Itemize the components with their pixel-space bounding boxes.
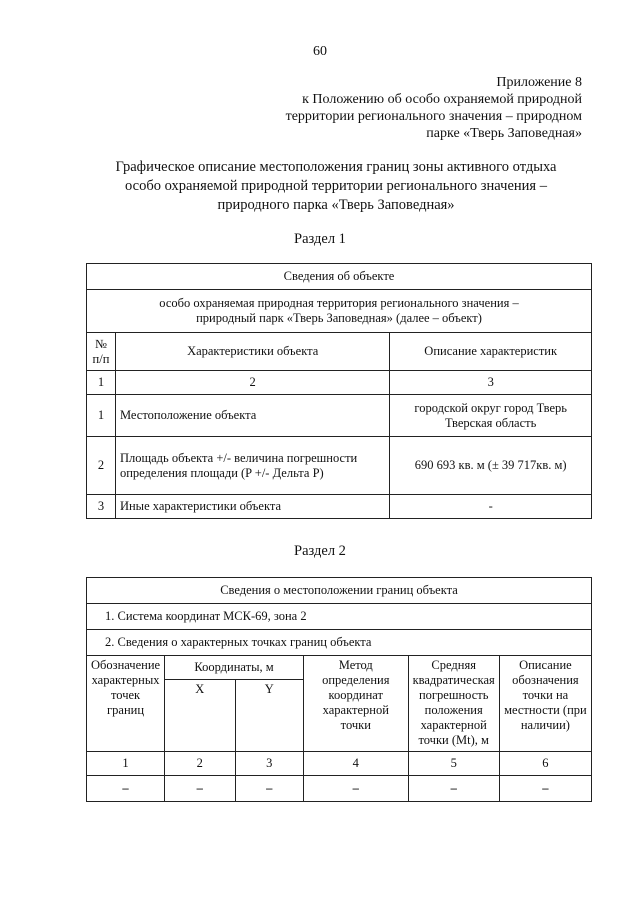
col-header-num: № п/п <box>87 333 116 371</box>
index-cell: 2 <box>165 752 235 776</box>
title-line: природного парка «Тверь Заповедная» <box>217 197 455 213</box>
index-cell: 1 <box>87 752 165 776</box>
data-cell: – <box>303 776 408 802</box>
appendix-line: Приложение 8 <box>496 75 582 90</box>
table-row <box>87 437 592 495</box>
object-name-line: природный парк «Тверь Заповедная» (далее – объект) <box>196 311 482 325</box>
col-header-location: Описание обозначения точки на местности (при наличии) <box>499 656 591 752</box>
table-row <box>87 776 592 802</box>
col-header-error: Средняя квадратическая погрешность положения характерной точки (Mt), м <box>408 656 499 752</box>
index-cell: 5 <box>408 752 499 776</box>
data-cell: – <box>408 776 499 802</box>
boundary-info-table <box>86 577 592 802</box>
col-header-description: Описание характеристик <box>390 333 592 371</box>
row-description: 690 693 кв. м (± 39 717кв. м) <box>390 437 592 495</box>
data-cell: – <box>235 776 303 802</box>
title-line: Графическое описание местоположения границ зоны активного отдыха <box>115 159 557 175</box>
boundary-table-title: Сведения о местоположении границ объекта <box>87 578 592 604</box>
object-table-title: Сведения об объекте <box>87 264 592 290</box>
row-characteristic: Иные характеристики объекта <box>115 495 389 519</box>
coordinate-system: 1. Система координат МСК-69, зона 2 <box>87 604 592 630</box>
col-header-coordinates: Координаты, м <box>165 656 304 680</box>
col-header-method: Метод определения координат характерной точки <box>303 656 408 752</box>
section-2-heading: Раздел 2 <box>294 543 346 559</box>
data-cell: – <box>87 776 165 802</box>
document-title <box>60 158 612 215</box>
table-row <box>87 395 592 437</box>
index-cell: 3 <box>390 371 592 395</box>
row-description: городской округ город Тверь Тверская область <box>390 395 592 437</box>
appendix-header <box>252 74 582 142</box>
row-num: 1 <box>87 395 116 437</box>
section-1-heading: Раздел 1 <box>294 231 346 247</box>
object-name-line: особо охраняемая природная территория регионального значения – <box>159 296 519 310</box>
data-cell: – <box>165 776 235 802</box>
row-num: 2 <box>87 437 116 495</box>
index-cell: 6 <box>499 752 591 776</box>
col-header-designation: Обозначение характерных точек границ <box>87 656 165 752</box>
col-header-characteristics: Характеристики объекта <box>115 333 389 371</box>
index-cell: 2 <box>115 371 389 395</box>
index-cell: 4 <box>303 752 408 776</box>
appendix-line: к Положению об особо охраняемой природной <box>302 92 582 107</box>
index-cell: 3 <box>235 752 303 776</box>
title-line: особо охраняемой природной территории регионального значения – <box>125 178 547 194</box>
page-number: 60 <box>313 44 327 59</box>
row-description: - <box>390 495 592 519</box>
data-cell: – <box>499 776 591 802</box>
index-cell: 1 <box>87 371 116 395</box>
col-header-y: Y <box>235 680 303 752</box>
appendix-line: парке «Тверь Заповедная» <box>426 126 582 141</box>
object-info-table <box>86 263 592 519</box>
object-name-cell <box>87 290 592 333</box>
points-info: 2. Сведения о характерных точках границ объекта <box>87 630 592 656</box>
row-num: 3 <box>87 495 116 519</box>
col-header-x: X <box>165 680 235 752</box>
row-characteristic: Площадь объекта +/- величина погрешности определения площади (P +/- Дельта P) <box>115 437 389 495</box>
appendix-line: территории регионального значения – природном <box>285 109 582 124</box>
row-characteristic: Местоположение объекта <box>115 395 389 437</box>
table-row <box>87 495 592 519</box>
